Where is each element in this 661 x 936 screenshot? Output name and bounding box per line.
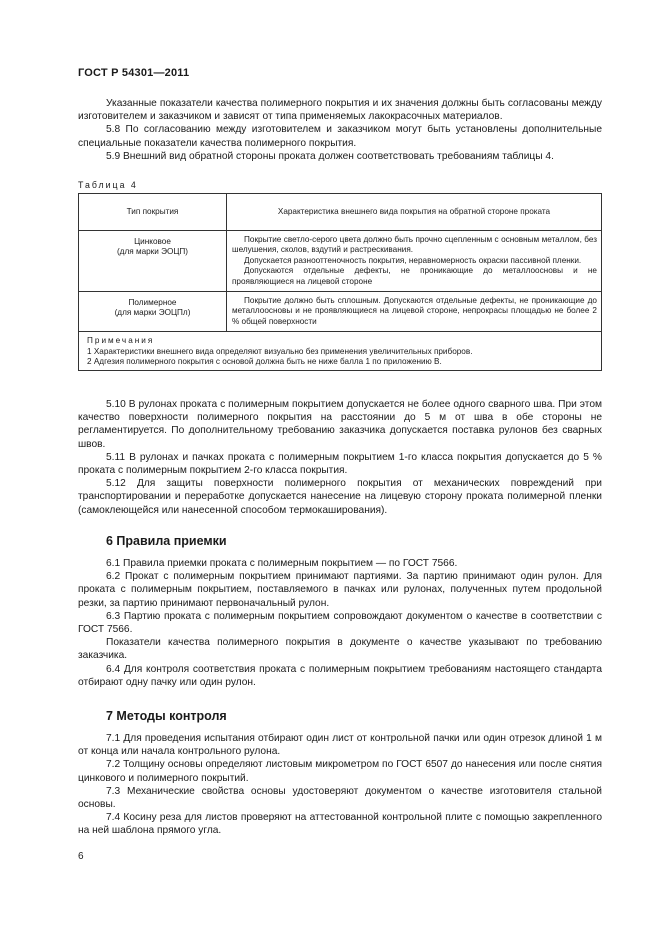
table-4 [78, 193, 602, 371]
table-header-row [79, 194, 602, 231]
document-code-header: ГОСТ Р 54301—2011 [78, 67, 190, 79]
paragraph-6-1: 6.1 Правила приемки проката с полимерным покрытием — по ГОСТ 7566. [106, 558, 458, 569]
section-7-title: 7 Методы контроля [106, 709, 227, 723]
paragraph-5-12: 5.12 Для защиты поверхности полимерного покрытия от механических повреждений при транспортировании и переработке допускается нанесение на лицевую сторону проката полимерной пленки (самоклеющейся или нанесенной способом термокаширования). [78, 478, 602, 516]
note-item: 1 Характеристики внешнего вида определяют визуально без применения увеличительных приборов. [87, 346, 473, 356]
coating-type-cell [79, 292, 227, 332]
note-item: 2 Адгезия полимерного покрытия с основой должна быть не ниже балла 1 по приложению В. [87, 357, 442, 367]
coating-type-grade: (для марки ЭОЦП) [116, 247, 189, 257]
table-notes-cell [79, 332, 602, 371]
section-7-body [78, 732, 602, 838]
paragraph-5-10: 5.10 В рулонах проката с полимерным покрытием допускается не более одного сварного шва. При этом качество поверхности полимерного покрытия на расстоянии до 5 м от шва в обе стороны не регламентируется. По дополнительному требованию заказчика допускается поставка рулонов без сварных швов. [78, 399, 602, 450]
table-row [79, 231, 602, 292]
description-text: Покрытие должно быть сплошным. Допускаются отдельные дефекты, не проникающие до металлоосновы и не проявляющиеся на лицевой стороне, непрокрасы площадью не более 2 % общей поверхности [232, 296, 597, 326]
notes-title: Примечания [87, 336, 155, 346]
paragraph-5-11: 5.11 В рулонах и пачках проката с полимерным покрытием 1-го класса покрытия допускается до 5 % проката с полимерным покрытием 2-го класса покрытия. [78, 451, 602, 477]
coating-type-grade: (для марки ЭОЦПл) [114, 308, 191, 318]
column-header-description: Характеристика внешнего вида покрытия на обратной стороне проката [227, 194, 602, 231]
paragraph-6-4: 6.4 Для контроля соответствия проката с полимерным покрытием требованиям настоящего стандарта отбирают одну пачку или один рулон. [78, 663, 602, 688]
intro-block [78, 97, 602, 163]
coating-type-name: Полимерное [128, 298, 177, 308]
coating-description-cell [227, 292, 602, 332]
section-6-title: 6 Правила приемки [106, 534, 227, 548]
coating-type-cell [79, 231, 227, 292]
description-text: Покрытие светло-серого цвета должно быть прочно сцепленным с основным металлом, без шелушения, сколов, вздутий и растрескивания. [232, 235, 597, 255]
column-header-type: Тип покрытия [79, 194, 227, 231]
page-number: 6 [78, 851, 84, 862]
paragraph-6-2: 6.2 Прокат с полимерным покрытием принимают партиями. За партию принимают один рулон. Для проката с полимерным покрытием, поставляемого в пачках или рулонах, полученных путем продольной резки, за партию принимают первоначальный рулон. [78, 571, 602, 609]
paragraph-7-1: 7.1 Для проведения испытания отбирают один лист от контрольной пачки или один отрезок длиной 1 м от конца или начала контрольного рулона. [78, 733, 602, 758]
table-row [79, 292, 602, 332]
paragraph-6-3: 6.3 Партию проката с полимерным покрытием сопровождают документом о качестве в соответствии с ГОСТ 7566. [78, 610, 602, 636]
coating-description-cell [227, 231, 602, 292]
paragraph-7-4: 7.4 Косину реза для листов проверяют на аттестованной контрольной плите с помощью закрепленного на ней шаблона прямого угла. [78, 812, 602, 837]
paragraph: Указанные показатели качества полимерного покрытия и их значения должны быть согласованы между изготовителем и заказчиком и зависят от типа применяемых лакокрасочных материалов. [78, 98, 602, 123]
paragraph-5-8: 5.8 По согласованию между изготовителем и заказчиком могут быть установлены дополнительные специальные показатели качества полимерного покрытия. [78, 124, 602, 149]
description-text: Допускаются отдельные дефекты, не проникающие до металлоосновы и не проявляющиеся на лицевой стороне [232, 266, 597, 286]
paragraph-7-3: 7.3 Механические свойства основы удостоверяют документом о качестве изготовителя стальной основы. [78, 785, 602, 811]
paragraph: Показатели качества полимерного покрытия в документе о качестве указывают по требованию заказчика. [78, 637, 602, 662]
paragraph-5-9: 5.9 Внешний вид обратной стороны проката должен соответствовать требованиям таблицы 4. [106, 150, 554, 162]
coating-type-name: Цинковое [134, 237, 171, 246]
clauses-5-10-to-5-12 [78, 398, 602, 517]
table-notes-row [79, 332, 602, 371]
table-caption: Таблица 4 [78, 180, 138, 190]
section-6-body [78, 557, 602, 689]
paragraph-7-2: 7.2 Толщину основы определяют листовым микрометром по ГОСТ 6507 до нанесения или после снятия цинкового и полимерного покрытий. [78, 759, 602, 784]
description-text: Допускается разнооттеночность покрытия, неравномерность окраски пассивной пленки. [244, 255, 582, 265]
